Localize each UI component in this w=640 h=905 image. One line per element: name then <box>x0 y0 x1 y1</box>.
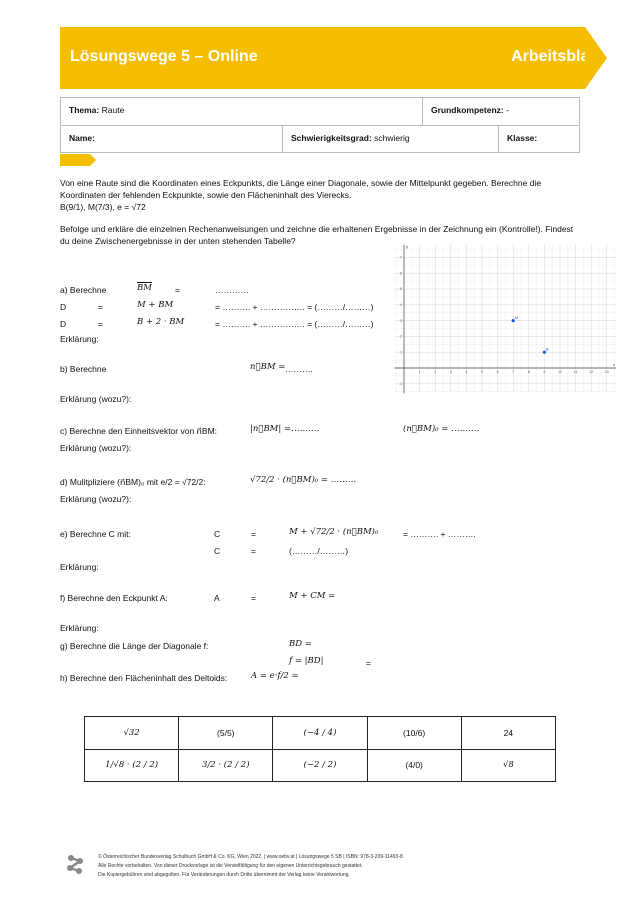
given-values: B(9/1), M(7/3), e = √72 <box>60 202 146 212</box>
task-c-expr2: (n⃗BM)₀ = ………. <box>403 424 480 434</box>
schwierigkeit-value: schwierig <box>374 133 410 143</box>
task-e-expr: M + √72/2 · (n⃗BM)₀ <box>289 527 379 537</box>
x-tick-label: 13 <box>604 370 609 374</box>
x-tick-label: 4 <box>465 370 468 374</box>
solutions-table <box>84 716 556 782</box>
d2-eq: = <box>98 319 103 329</box>
y-tick-label: 3 <box>400 318 402 323</box>
y-tick-label: -1 <box>398 382 402 386</box>
y-tick-label: 5 <box>400 287 402 292</box>
info-table <box>60 97 580 153</box>
solution-cell: √32 <box>85 717 179 750</box>
y-tick-label: 1 <box>400 350 402 355</box>
d1-result: = ………. + ……………. = (………/………) <box>215 302 374 312</box>
point-label: B <box>545 346 549 352</box>
d1-expr: M + BM <box>137 300 174 310</box>
section-marker <box>60 154 90 166</box>
thema-label: Thema: <box>69 105 100 115</box>
solution-cell: (10/6) <box>367 717 461 750</box>
task-e-c: C <box>214 529 221 539</box>
x-tick-labels <box>419 370 609 374</box>
task-f-label: f) Berechne den Eckpunkt A: <box>60 593 168 603</box>
footer-fees: Die Kopiergebühren sind abgegolten. Für Veränderungen durch Dritte übernimmt der Verlag keine Verantwortung. <box>98 872 350 878</box>
solution-cell: 1/√8 · (2 / 2) <box>85 749 179 782</box>
erklaerung-f: Erklärung: <box>60 623 99 633</box>
x-tick-label: 12 <box>589 370 594 374</box>
graph-grid <box>395 245 617 394</box>
d1-eq: = <box>98 302 103 312</box>
name-cell <box>61 126 281 154</box>
grundkompetenz-cell <box>423 98 581 126</box>
y-tick-label: 6 <box>400 271 402 276</box>
d2-result: = ………. + ……………. = (………/………) <box>215 319 374 329</box>
x-tick-label: 7 <box>512 370 515 374</box>
y-tick-label: 2 <box>400 334 402 339</box>
x-tick-label: 3 <box>449 370 452 374</box>
task-b-expr: n⃗BM = <box>250 362 286 372</box>
schwierigkeit-cell <box>283 126 493 154</box>
task-e-eq2: = <box>251 546 256 556</box>
task-e-result2: (………/………) <box>289 546 349 556</box>
instruction-text: Befolge und erkläre die einzelnen Rechenanweisungen und zeichne die erhaltenen Ergebnisse in der Zeichnung ein (Kontrolle!). Findest du deine Zwischenergebnisse in der unten stehenden Tabelle? <box>60 224 574 246</box>
task-a-expr: $\overline{BM}$ <box>137 283 152 293</box>
d1-label: D <box>60 302 67 312</box>
task-e-label: e) Berechne C mit: <box>60 529 131 539</box>
solution-cell: √8 <box>461 749 555 782</box>
grundkompetenz-label: Grundkompetenz: <box>431 105 504 115</box>
task-e-c2: C <box>214 546 221 556</box>
schwierigkeit-label: Schwierigkeitsgrad: <box>291 133 372 143</box>
y-tick-label: 7 <box>400 255 402 260</box>
solution-cell: 3/2 · (2 / 2) <box>179 749 273 782</box>
footer-rights: Alle Rechte vorbehalten. Von dieser Druckvorlage ist die Vervielfältigung für den eigenen Unterrichtsgebrauch gestattet. <box>98 863 363 869</box>
thema-cell <box>61 98 421 126</box>
erklaerung-d: Erklärung (wozu?): <box>60 494 132 504</box>
y-tick-labels <box>399 256 402 386</box>
y-axis-label: y <box>406 243 408 249</box>
coordinate-graph <box>393 238 620 403</box>
task-f-eq: = <box>251 593 256 603</box>
solution-cell: (−4 / 4) <box>273 717 367 750</box>
task-a-result: ………… <box>215 285 249 295</box>
d2-label: D <box>60 319 67 329</box>
thema-value: Raute <box>101 105 125 115</box>
task-a-label: a) Berechne <box>60 285 107 295</box>
task-f-a: A <box>214 593 220 603</box>
klasse-label: Klasse: <box>507 133 538 143</box>
erklaerung-c: Erklärung (wozu?): <box>60 443 132 453</box>
y-tick-label: 4 <box>400 303 402 307</box>
task-a-eq: = <box>175 285 180 295</box>
task-h-expr: A = e·f/2 = <box>251 671 299 681</box>
solution-cell: (−2 / 2) <box>273 749 367 782</box>
name-label: Name: <box>69 133 95 143</box>
table-row <box>85 717 556 750</box>
x-tick-label: 10 <box>558 370 562 374</box>
banner-arrow <box>585 27 607 89</box>
task-e-result: = ………. + ………. <box>403 529 476 539</box>
header-banner <box>60 27 600 89</box>
solution-cell: 24 <box>461 717 555 750</box>
table-row <box>85 749 556 782</box>
x-tick-label: 2 <box>434 370 437 374</box>
task-c-label: c) Berechne den Einheitsvektor von n⃗BM: <box>60 426 218 436</box>
erklaerung-e: Erklärung: <box>60 562 99 572</box>
x-tick-label: 1 <box>418 370 421 374</box>
point-label: M <box>514 315 519 321</box>
task-b-result: ………. <box>285 364 313 374</box>
task-f-expr: M + CM = <box>289 591 336 601</box>
x-tick-label: 9 <box>543 370 546 374</box>
task-b-label: b) Berechne <box>60 364 107 374</box>
task-c-expr: |n⃗BM| =………. <box>250 424 320 434</box>
graph-points <box>512 315 549 354</box>
task-e-eq: = <box>251 529 256 539</box>
grundkompetenz-value: - <box>506 105 509 115</box>
x-tick-label: 6 <box>496 370 499 374</box>
intro-text: Von eine Raute sind die Koordinaten eines Eckpunkts, die Länge einer Diagonale, sowie der Mittelpunkt gegeben. Berechne die Koordinaten der fehlenden Eckpunkte, sowie den Flächeninhalt des Vierecks. <box>60 178 542 200</box>
worksheet-type: Arbeitsblatt <box>511 48 600 65</box>
task-g-expr1: BD = <box>289 639 312 649</box>
task-g-label: g) Berechne die Länge der Diagonale f: <box>60 641 209 651</box>
x-tick-label: 11 <box>573 370 578 374</box>
task-h-label: h) Berechne den Flächeninhalt des Deltoids: <box>60 673 228 683</box>
task-d-expr: √72/2 · (n⃗BM)₀ = ……… <box>250 475 357 485</box>
erklaerung-b: Erklärung (wozu?): <box>60 394 132 404</box>
d2-expr: B + 2 · BM <box>137 317 185 327</box>
solution-cell: (4/0) <box>367 749 461 782</box>
task-d-label: d) Mulitpliziere (n⃗BM)₀ mit e/2 = √72/2: <box>60 477 206 487</box>
erklaerung-a: Erklärung: <box>60 334 99 344</box>
x-tick-label: 8 <box>527 370 530 374</box>
book-title: Lösungswege 5 – Online <box>70 48 258 65</box>
section-marker-tip <box>90 154 96 166</box>
solution-cell: (5/5) <box>179 717 273 750</box>
footer-copyright: © Österreichischer Bundesverlag Schulbuch GmbH & Co. KG, Wien 2022. | www.oebv.at | Lösungswege 5 SB | ISBN: 978-3-209-11493-8 <box>98 854 403 860</box>
task-g-eq: = <box>366 658 371 668</box>
x-tick-label: 5 <box>481 370 483 374</box>
klasse-cell <box>499 126 579 154</box>
publisher-logo-icon <box>62 851 88 877</box>
task-g-expr2: f = |BD| <box>289 656 324 666</box>
x-axis-label: x <box>613 362 616 367</box>
